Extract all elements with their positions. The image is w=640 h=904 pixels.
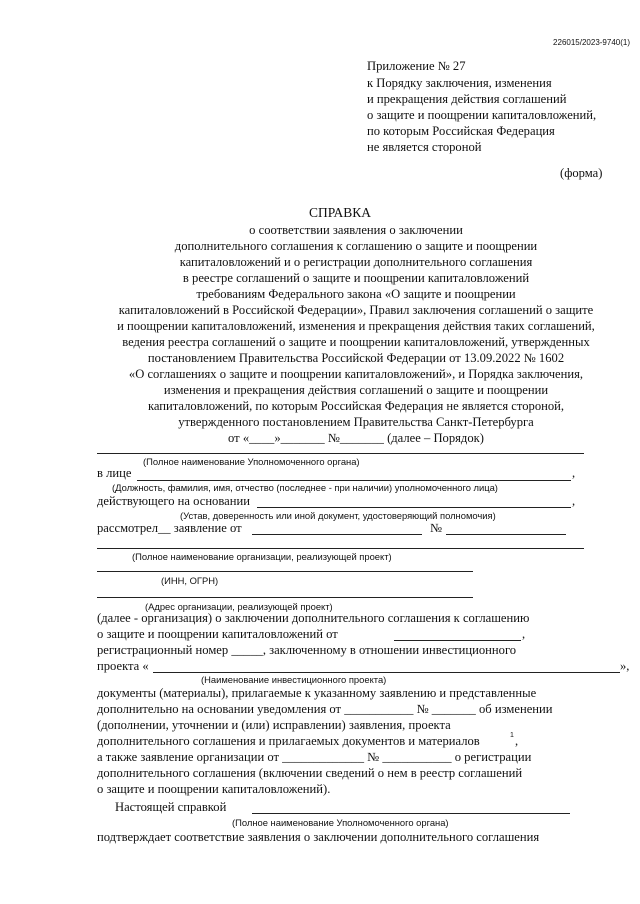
form-label: (форма) — [560, 166, 603, 180]
comma: , — [515, 734, 519, 748]
footnote-mark: 1 — [510, 732, 514, 739]
subtitle-line: капиталовложений, по которым Российская Федерация не является стороной, — [147, 399, 565, 413]
in-person-line — [137, 480, 571, 481]
inn-hint: (ИНН, ОГРН) — [161, 575, 219, 586]
basis-hint: (Устав, доверенность или иной документ, удостоверяющий полномочия) — [180, 510, 496, 521]
paragraph-line: дополнительного соглашения (включении сведений о нем в реестр соглашений — [97, 766, 523, 780]
comma: , — [572, 466, 576, 480]
application-date-line — [252, 534, 422, 535]
subtitle-line: о соответствии заявления о заключении — [249, 223, 463, 237]
paragraph-line: дополнительного соглашения и прилагаемых документов и материалов — [97, 734, 480, 748]
certify-label: Настоящей справкой — [115, 800, 227, 814]
number-sign: № — [430, 521, 443, 535]
in-person-label: в лице — [97, 466, 132, 480]
subtitle-line: постановлением Правительства Российской Федерации от 13.09.2022 № 1602 — [147, 351, 565, 365]
authority-hint-2: (Полное наименование Уполномоченного органа) — [232, 817, 449, 828]
authority-name-line — [97, 453, 584, 454]
organization-hint: (Полное наименование организации, реализующей проект) — [132, 551, 392, 562]
inn-ogrn-line — [97, 571, 473, 572]
subtitle-line: капиталовложений и о регистрации дополнительного соглашения — [179, 255, 533, 269]
appendix-line: к Порядку заключения, изменения — [367, 76, 552, 90]
subtitle-line: утвержденного постановлением Правительства Санкт-Петербурга — [178, 415, 534, 429]
agreement-date-line — [394, 640, 521, 641]
subtitle-line: от «____»_______ №_______ (далее – Порядок) — [228, 431, 484, 445]
subtitle-line: и поощрении капиталовложений, изменения и прекращения действия таких соглашений, — [117, 319, 595, 333]
appendix-line: по которым Российская Федерация — [367, 124, 555, 138]
paragraph-line: проекта « — [97, 659, 149, 673]
document-id: 226015/2023-9740(1) — [553, 38, 630, 47]
appendix-line: не является стороной — [367, 140, 482, 154]
subtitle-line: капиталовложений в Российской Федерации», Правил заключения соглашений о защите — [118, 303, 594, 317]
appendix-line: и прекращения действия соглашений — [367, 92, 567, 106]
authority-name-line-2 — [252, 813, 570, 814]
organization-name-line — [97, 548, 584, 549]
reviewed-label: рассмотрел__ заявление от — [97, 521, 242, 535]
address-hint: (Адрес организации, реализующей проект) — [145, 601, 333, 612]
closing-quote: », — [620, 659, 630, 673]
paragraph-line: о защите и поощрении капиталовложений от — [97, 627, 338, 641]
document-title: СПРАВКА — [308, 205, 372, 220]
project-name-line — [153, 672, 620, 673]
paragraph-line: подтверждает соответствие заявления о заключении дополнительного соглашения — [97, 830, 540, 844]
subtitle-line: ведения реестра соглашений о защите и поощрении капиталовложений, утвержденных — [122, 335, 590, 349]
paragraph-line: дополнительно на основании уведомления от ___________ № _______ об изменении — [97, 702, 553, 716]
acting-label: действующего на основании — [97, 494, 250, 508]
paragraph-line: (далее - организация) о заключении дополнительного соглашения к соглашению — [97, 611, 530, 625]
paragraph-line: а также заявление организации от _____________ № ___________ о регистрации — [97, 750, 532, 764]
paragraph-line: (дополнении, уточнении и (или) исправлении) заявления, проекта — [97, 718, 451, 732]
comma: , — [572, 494, 576, 508]
position-hint: (Должность, фамилия, имя, отчество (последнее - при наличии) уполномоченного лица) — [112, 482, 498, 493]
paragraph-line: о защите и поощрении капиталовложений). — [97, 782, 331, 796]
paragraph-line: документы (материалы), прилагаемые к указанному заявлению и представленные — [97, 686, 537, 700]
project-hint: (Наименование инвестиционного проекта) — [201, 674, 387, 685]
authority-hint: (Полное наименование Уполномоченного органа) — [143, 456, 360, 467]
subtitle-line: дополнительного соглашения к соглашению о защите и поощрении — [174, 239, 538, 253]
comma: , — [522, 627, 526, 641]
acting-basis-line — [257, 507, 571, 508]
subtitle-line: требованиям Федерального закона «О защите и поощрении — [196, 287, 516, 301]
subtitle-line: «О соглашениях о защите и поощрении капиталовложений», и Порядка заключения, — [128, 367, 584, 381]
subtitle-line: изменения и прекращения действия соглашений о защите и поощрении — [163, 383, 549, 397]
application-number-line — [446, 534, 566, 535]
appendix-line: о защите и поощрении капиталовложений, — [367, 108, 597, 122]
subtitle-line: в реестре соглашений о защите и поощрении капиталовложений — [182, 271, 530, 285]
address-line — [97, 597, 473, 598]
paragraph-line: регистрационный номер _____, заключенному в отношении инвестиционного — [97, 643, 517, 657]
appendix-line: Приложение № 27 — [367, 59, 466, 73]
